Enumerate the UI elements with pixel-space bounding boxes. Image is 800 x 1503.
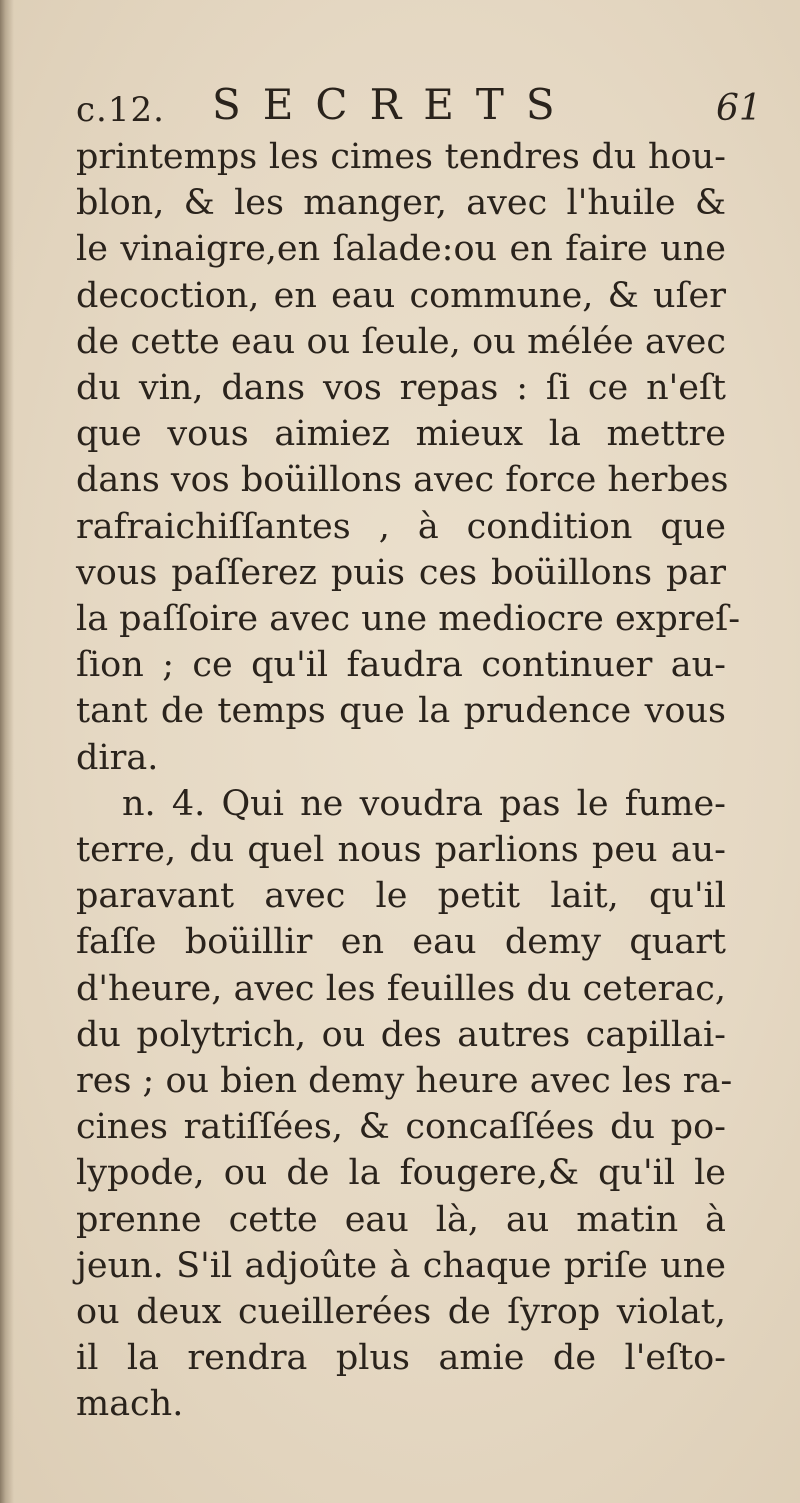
text-line: de cette eau ou ſeule, ou mélée avec — [76, 321, 726, 362]
text-line: printemps les cimes tendres du hou- — [76, 137, 726, 177]
text-line: terre, du quel nous parlions peu au- — [76, 830, 726, 871]
text-line: la paſſoire avec une mediocre expreſ- — [76, 599, 741, 640]
text-line: du vin, dans vos repas : ſi ce n'eſt — [76, 368, 726, 409]
text-line: paravant avec le petit lait, qu'il — [76, 876, 726, 917]
text-line: ſion ; ce qu'il faudra continuer au- — [76, 645, 726, 686]
text-line: jeun. S'il adjoûte à chaque priſe une — [76, 1245, 726, 1286]
text-line: du polytrich, ou des autres capillai- — [76, 1014, 726, 1055]
text-line: dira. — [76, 737, 159, 778]
chapter-marker: c.12. — [76, 90, 165, 130]
text-line: tant de temps que la prudence vous — [76, 691, 726, 732]
text-line: d'heure, avec les feuilles du ceterac, — [76, 968, 726, 1009]
text-line: prenne cette eau là, au matin à — [76, 1199, 726, 1240]
text-line: faſſe boüillir en eau demy quart — [76, 922, 726, 963]
text-line: il la rendra plus amie de l'eſto- — [76, 1338, 726, 1379]
body-text — [76, 134, 741, 1428]
text-line: le vinaigre,en ſalade:ou en faire une — [76, 229, 726, 270]
text-line: dans vos boüillons avec force herbes — [76, 460, 729, 501]
text-line: res ; ou bien demy heure avec les ra- — [76, 1061, 733, 1102]
page-number: 61 — [716, 88, 762, 129]
text-line: mach. — [76, 1384, 184, 1425]
text-line: cines ratiſſées, & concaſſées du po- — [76, 1107, 726, 1148]
text-line: ou deux cueillerées de ſyrop violat, — [76, 1292, 726, 1333]
text-line: lypode, ou de la fougere,& qu'il le — [76, 1153, 726, 1194]
text-line: que vous aimiez mieux la mettre — [76, 414, 726, 455]
text-line: vous paſſerez puis ces boüillons par — [76, 552, 726, 593]
paragraph-start-line: n. 4. Qui ne voudra pas le fume- — [122, 783, 726, 824]
text-line: rafraichiſſantes , à condition que — [76, 506, 726, 547]
text-line: blon, & les manger, avec l'huile & — [76, 183, 726, 224]
running-header — [76, 76, 796, 136]
text-line: decoction, en eau commune, & uſer — [76, 275, 726, 316]
spine-shadow — [0, 0, 14, 1503]
running-title: SECRETS — [212, 80, 577, 129]
